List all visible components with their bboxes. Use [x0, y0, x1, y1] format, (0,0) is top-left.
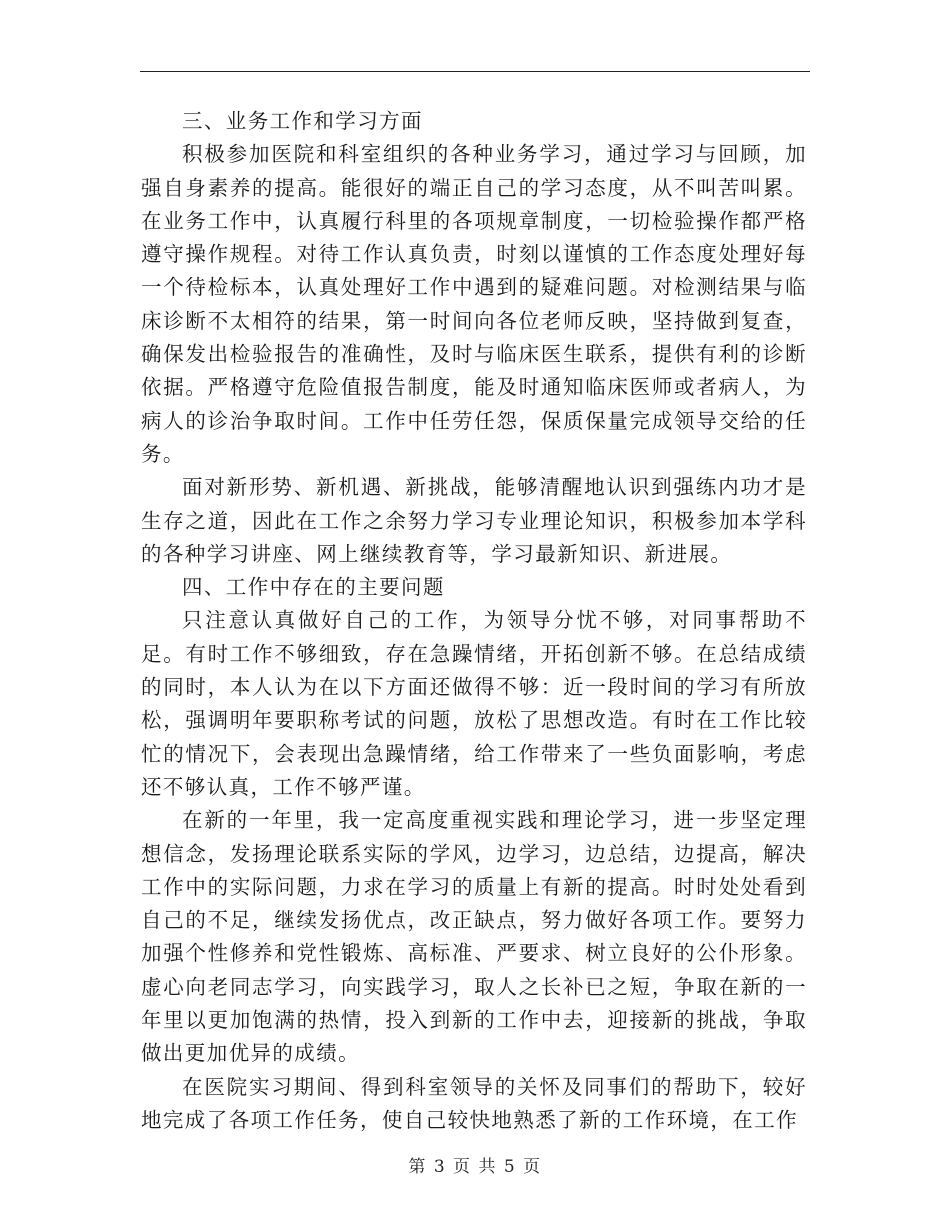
page-footer	[0, 1152, 950, 1177]
section-heading-business: 三、业务工作和学习方面	[182, 109, 423, 133]
page-number: 第 3 页 共 5 页	[408, 1157, 542, 1177]
paragraph-new-situation: 面对新形势、新机遇、新挑战，能够清醒地认识到强练内功才是生存之道，因此在工作之余努力学习专业理论知识，积极参加本学科的各种学习讲座、网上继续教育等，学习最新知识、新进展。	[141, 475, 807, 566]
paragraph-internship: 在医院实习期间、得到科室领导的关怀及同事们的帮助下，较好地完成了各项工作任务，使自己较快地熟悉了新的工作环境，在工作	[141, 1074, 807, 1132]
paragraph-new-year: 在新的一年里，我一定高度重视实践和理论学习，进一步坚定理想信念，发扬理论联系实际的学风，边学习，边总结，边提高，解决工作中的实际问题，力求在学习的质量上有新的提高。时时处处看到自己的不足，继续发扬优点，改正缺点，努力做好各项工作。要努力加强个性修养和党性锻炼、高标准、严要求、树立良好的公仆形象。虚心向老同志学习，向实践学习，取人之长补已之短，争取在新的一年里以更加饱满的热情，投入到新的工作中去，迎接新的挑战，争取做出更加优异的成绩。	[141, 808, 807, 1066]
document-body	[141, 105, 807, 1137]
header-rule	[140, 71, 810, 72]
paragraph-problems: 只注意认真做好自己的工作，为领导分忧不够，对同事帮助不足。有时工作不够细致，存在急躁情绪，开拓创新不够。在总结成绩的同时，本人认为在以下方面还做得不够：近一段时间的学习有所放松，强调明年要职称考试的问题，放松了思想改造。有时在工作比较忙的情况下，会表现出急躁情绪，给工作带来了一些负面影响，考虑还不够认真，工作不够严谨。	[141, 608, 807, 799]
paragraph-business-study: 积极参加医院和科室组织的各种业务学习，通过学习与回顾，加强自身素养的提高。能很好的端正自己的学习态度，从不叫苦叫累。在业务工作中，认真履行科里的各项规章制度，一切检验操作都严格遵守操作规程。对待工作认真负责，时刻以谨慎的工作态度处理好每一个待检标本，认真处理好工作中遇到的疑难问题。对检测结果与临床诊断不太相符的结果，第一时间向各位老师反映，坚持做到复查，确保发出检验报告的准确性，及时与临床医生联系，提供有利的诊断依据。严格遵守危险值报告制度，能及时通知临床医师或者病人，为病人的诊治争取时间。工作中任劳任怨，保质保量完成领导交给的任务。	[141, 142, 807, 466]
section-heading-problems: 四、工作中存在的主要问题	[182, 575, 445, 600]
